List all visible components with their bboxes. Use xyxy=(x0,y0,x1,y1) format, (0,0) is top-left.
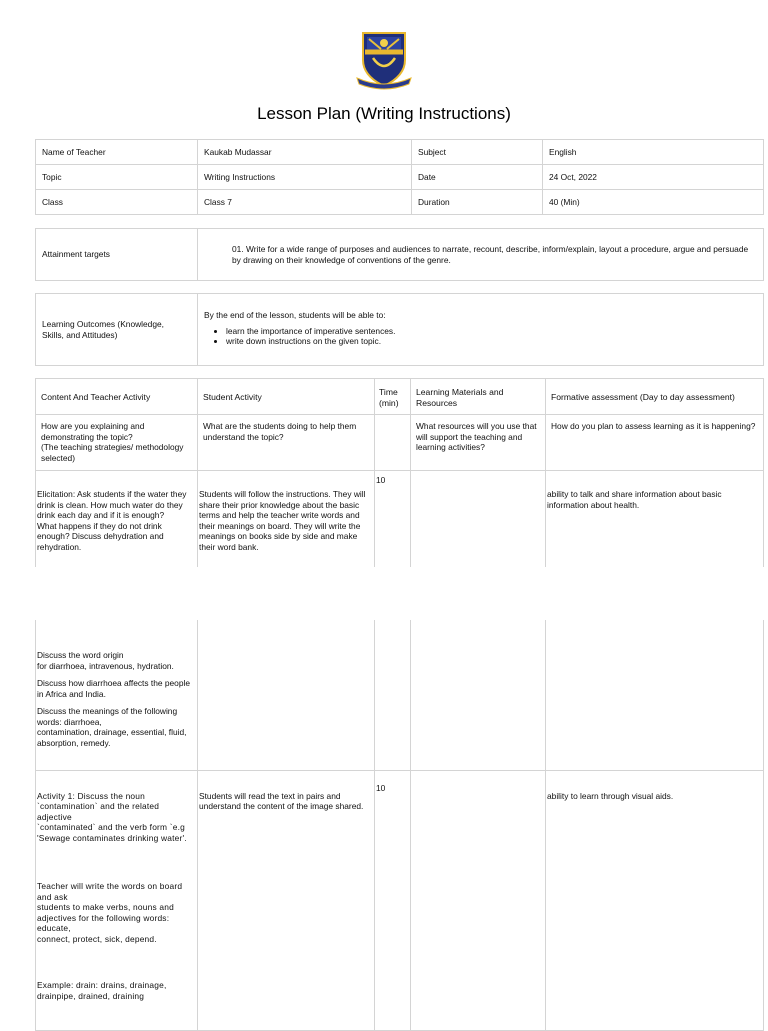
row3-para-2: Teacher will write the words on board and ask students to make verbs, nouns and adjectives for the following words: educate, connect, protect, sick, depend. xyxy=(37,881,183,944)
learning-outcomes-table xyxy=(35,293,764,366)
activity-table-continued xyxy=(35,620,764,1031)
teacher-label: Name of Teacher xyxy=(36,140,198,165)
guide-materials: What resources will you use that will support the teaching and learning activities? xyxy=(411,415,546,471)
row2-para-2: Discuss how diarrhoea affects the people in Africa and India. xyxy=(37,678,191,699)
row3-para-1: Activity 1: Discuss the noun `contamination` and the related adjective `contaminated` and the verb form `e.g 'Sewage contaminates drinking water'. xyxy=(37,790,187,843)
subject-value: English xyxy=(543,140,764,165)
subject-label: Subject xyxy=(412,140,543,165)
table-row xyxy=(36,620,764,770)
attainment-text: 01. Write for a wide range of purposes and audiences to narrate, recount, describe, inform/explain, layout a procedure, argue and persuade by drawing on their knowledge of conventions of the genre. xyxy=(198,229,764,281)
row2-time xyxy=(375,620,411,770)
row1-assessment: ability to talk and share information about basic information about health. xyxy=(546,471,764,567)
table-row xyxy=(36,415,764,471)
table-row xyxy=(36,471,764,567)
date-value: 24 Oct, 2022 xyxy=(543,165,764,190)
guide-student: What are the students doing to help them understand the topic? xyxy=(198,415,375,471)
row1-time: 10 xyxy=(375,471,411,567)
row2-materials xyxy=(411,620,546,770)
col-header-student: Student Activity xyxy=(198,379,375,415)
row3-materials xyxy=(411,770,546,1030)
row2-content xyxy=(36,620,198,770)
teacher-info-table xyxy=(35,139,764,215)
outcomes-label: Learning Outcomes (Knowledge, Skills, and Attitudes) xyxy=(36,294,198,366)
row1-materials xyxy=(411,471,546,567)
row2-para-1: Discuss the word origin for diarrhoea, intravenous, hydration. xyxy=(37,650,174,671)
attainment-table xyxy=(35,228,764,281)
row3-student: Students will read the text in pairs and understand the content of the image shared. xyxy=(198,770,375,1030)
outcomes-intro: By the end of the lesson, students will be able to: xyxy=(204,310,386,320)
guide-time xyxy=(375,415,411,471)
row3-time: 10 xyxy=(375,770,411,1030)
row1-content: Elicitation: Ask students if the water they drink is clean. How much water do they drink each day and if it is enough? What happens if they do not drink enough? Discuss dehydration and rehydration. xyxy=(36,471,198,567)
table-row xyxy=(36,294,764,366)
table-row xyxy=(36,165,764,190)
duration-label: Duration xyxy=(412,190,543,215)
table-row xyxy=(36,190,764,215)
col-header-time: Time (min) xyxy=(375,379,411,415)
topic-value: Writing Instructions xyxy=(198,165,412,190)
teacher-value: Kaukab Mudassar xyxy=(198,140,412,165)
col-header-assessment: Formative assessment (Day to day assessment) xyxy=(546,379,764,415)
page-title: Lesson Plan (Writing Instructions) xyxy=(257,104,511,123)
attainment-label: Attainment targets xyxy=(36,229,198,281)
row3-content xyxy=(36,770,198,1030)
outcomes-content xyxy=(198,294,764,366)
school-crest-icon xyxy=(355,30,413,92)
row2-assessment xyxy=(546,620,764,770)
row3-assessment: ability to learn through visual aids. xyxy=(546,770,764,1030)
date-label: Date xyxy=(412,165,543,190)
table-row xyxy=(36,229,764,281)
row2-student xyxy=(198,620,375,770)
row2-para-3: Discuss the meanings of the following words: diarrhoea, contamination, drainage, essential, fluid, absorption, remedy. xyxy=(37,706,187,748)
row1-student: Students will follow the instructions. They will share their prior knowledge about the basic terms and help the teacher write words and their meanings on board. They will write the meanings on books side by side and make their word bank. xyxy=(198,471,375,567)
list-item: • write down instructions on the given topic. xyxy=(226,336,758,347)
class-value: Class 7 xyxy=(198,190,412,215)
row3-para-3: Example: drain: drains, drainage, drainpipe, drained, draining xyxy=(37,980,167,1001)
guide-assessment: How do you plan to assess learning as it is happening? xyxy=(546,415,764,471)
activity-table xyxy=(35,378,764,567)
outcomes-list xyxy=(204,326,758,347)
table-header-row xyxy=(36,379,764,415)
duration-value: 40 (Min) xyxy=(543,190,764,215)
class-label: Class xyxy=(36,190,198,215)
table-row xyxy=(36,770,764,1030)
col-header-materials: Learning Materials and Resources xyxy=(411,379,546,415)
list-item: • learn the importance of imperative sentences. xyxy=(226,326,758,337)
topic-label: Topic xyxy=(36,165,198,190)
school-crest-logo xyxy=(355,30,413,92)
col-header-content: Content And Teacher Activity xyxy=(36,379,198,415)
table-row xyxy=(36,140,764,165)
guide-content: How are you explaining and demonstrating the topic? (The teaching strategies/ methodology selected) xyxy=(36,415,198,471)
